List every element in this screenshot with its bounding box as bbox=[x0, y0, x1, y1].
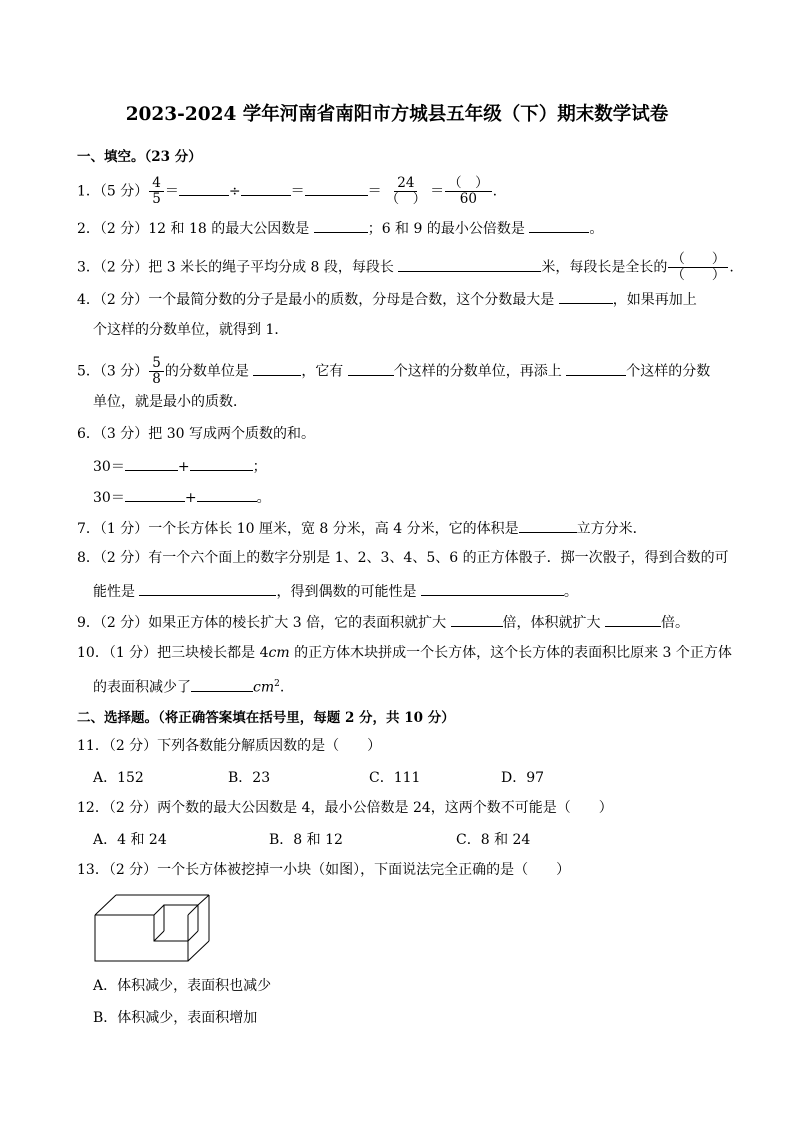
question-10-line-2: 的表面积减少了 $cm^2$. bbox=[93, 674, 284, 698]
answer-blank[interactable] bbox=[190, 455, 253, 471]
fraction: $\frac{5}{8}$ bbox=[149, 356, 164, 387]
option-c[interactable]: C．111 bbox=[369, 770, 421, 786]
option-b[interactable]: B．8 和 12 bbox=[269, 832, 343, 848]
question-6-line-2: 30＝ + 。 bbox=[93, 486, 271, 508]
question-13: 13．（2 分）一个长方体被挖掉一小块（如图），下面说法完全正确的是（ ） bbox=[77, 862, 571, 878]
question-5: 5．（3 分） $\frac{5}{8}$ 的分数单位是 ，它有 个这样的分数单位，再添上 个这样的分数 bbox=[77, 355, 711, 387]
option-b[interactable]: B．体积减少，表面积增加 bbox=[93, 1010, 258, 1026]
answer-blank[interactable] bbox=[605, 611, 661, 627]
answer-blank[interactable] bbox=[529, 217, 589, 233]
section-fill-in: 一、填空。（23 分） bbox=[77, 149, 202, 165]
question-8-line-2: 能性是 ，得到偶数的可能性是 。 bbox=[93, 580, 578, 602]
option-a[interactable]: A．152 bbox=[93, 770, 144, 786]
fraction[interactable]: $\frac{24}{( )}$ bbox=[385, 175, 427, 207]
option-c[interactable]: C．8 和 24 bbox=[456, 832, 531, 848]
question-1: 1．（5 分） $\frac{4}{5}$ ＝ ÷ ＝ ＝ $\frac{24}{( )}$ ＝ $\frac{( )}{60}$ . bbox=[77, 175, 498, 207]
question-6-line-1: 30＝ + ； bbox=[93, 455, 267, 477]
answer-blank[interactable] bbox=[241, 180, 291, 196]
option-a[interactable]: A．体积减少，表面积也减少 bbox=[93, 978, 272, 994]
answer-blank[interactable] bbox=[398, 256, 541, 272]
question-11: 11．（2 分）下列各数能分解质因数的是（ ） bbox=[77, 738, 382, 754]
answer-blank[interactable] bbox=[191, 676, 253, 692]
question-10: 10．（1 分）把三块棱长都是 4cm 的正方体木块拼成一个长方体，这个长方体的表面积比原来 3 个正方体 bbox=[77, 645, 732, 661]
cuboid-figure bbox=[94, 893, 212, 963]
fraction[interactable]: $\frac{( )}{60}$ bbox=[445, 176, 492, 207]
question-9: 9．（2 分）如果正方体的棱长扩大 3 倍，它的表面积就扩大 倍，体积就扩大 倍。 bbox=[77, 611, 689, 633]
question-7: 7．（1 分）一个长方体长 10 厘米，宽 8 分米，高 4 分米，它的体积是 立方分米． bbox=[77, 517, 647, 539]
answer-blank[interactable] bbox=[179, 180, 229, 196]
question-4: 4．（2 分）一个最简分数的分子是最小的质数，分母是合数，这个分数最大是 ，如果再加上 bbox=[77, 288, 697, 310]
answer-blank[interactable] bbox=[451, 611, 503, 627]
answer-blank[interactable] bbox=[125, 455, 178, 471]
answer-blank[interactable] bbox=[566, 360, 626, 376]
option-b[interactable]: B．23 bbox=[228, 770, 271, 786]
question-12: 12．（2 分）两个数的最大公因数是 4，最小公倍数是 24，这两个数不可能是（ ） bbox=[77, 800, 613, 816]
page-title: 2023-2024 学年河南省南阳市方城县五年级（下）期末数学试卷 bbox=[125, 104, 669, 125]
question-5-line-2: 单位，就是最小的质数． bbox=[93, 394, 247, 410]
question-8: 8．（2 分）有一个六个面上的数字分别是 1、2、3、4、5、6 的正方体骰子．掷一次骰子，得到合数的可 bbox=[77, 550, 729, 566]
answer-blank[interactable] bbox=[421, 580, 564, 596]
option-a[interactable]: A．4 和 24 bbox=[93, 832, 167, 848]
fraction[interactable]: $\frac{( )}{( )}$ bbox=[668, 252, 728, 283]
answer-blank[interactable] bbox=[519, 517, 577, 533]
answer-blank[interactable] bbox=[559, 288, 613, 304]
answer-blank[interactable] bbox=[139, 580, 276, 596]
answer-blank[interactable] bbox=[197, 486, 257, 502]
answer-blank[interactable] bbox=[314, 217, 368, 233]
question-3: 3．（2 分）把 3 米长的绳子平均分成 8 段，每段长 米，每段长是全长的 $\frac{( )}{( )}$ . bbox=[77, 251, 734, 283]
question-4-line-2: 个这样的分数单位，就得到 1． bbox=[93, 322, 289, 338]
answer-blank[interactable] bbox=[348, 360, 394, 376]
section-multiple-choice: 二、选择题。（将正确答案填在括号里，每题 2 分，共 10 分） bbox=[77, 710, 455, 726]
answer-blank[interactable] bbox=[125, 486, 185, 502]
answer-blank[interactable] bbox=[253, 360, 301, 376]
question-2: 2．（2 分）12 和 18 的最大公因数是 ；6 和 9 的最小公倍数是 。 bbox=[77, 217, 603, 239]
option-d[interactable]: D．97 bbox=[501, 770, 545, 786]
question-6: 6．（3 分）把 30 写成两个质数的和。 bbox=[77, 426, 315, 442]
answer-blank[interactable] bbox=[305, 180, 368, 196]
fraction: $\frac{4}{5}$ bbox=[149, 176, 164, 207]
